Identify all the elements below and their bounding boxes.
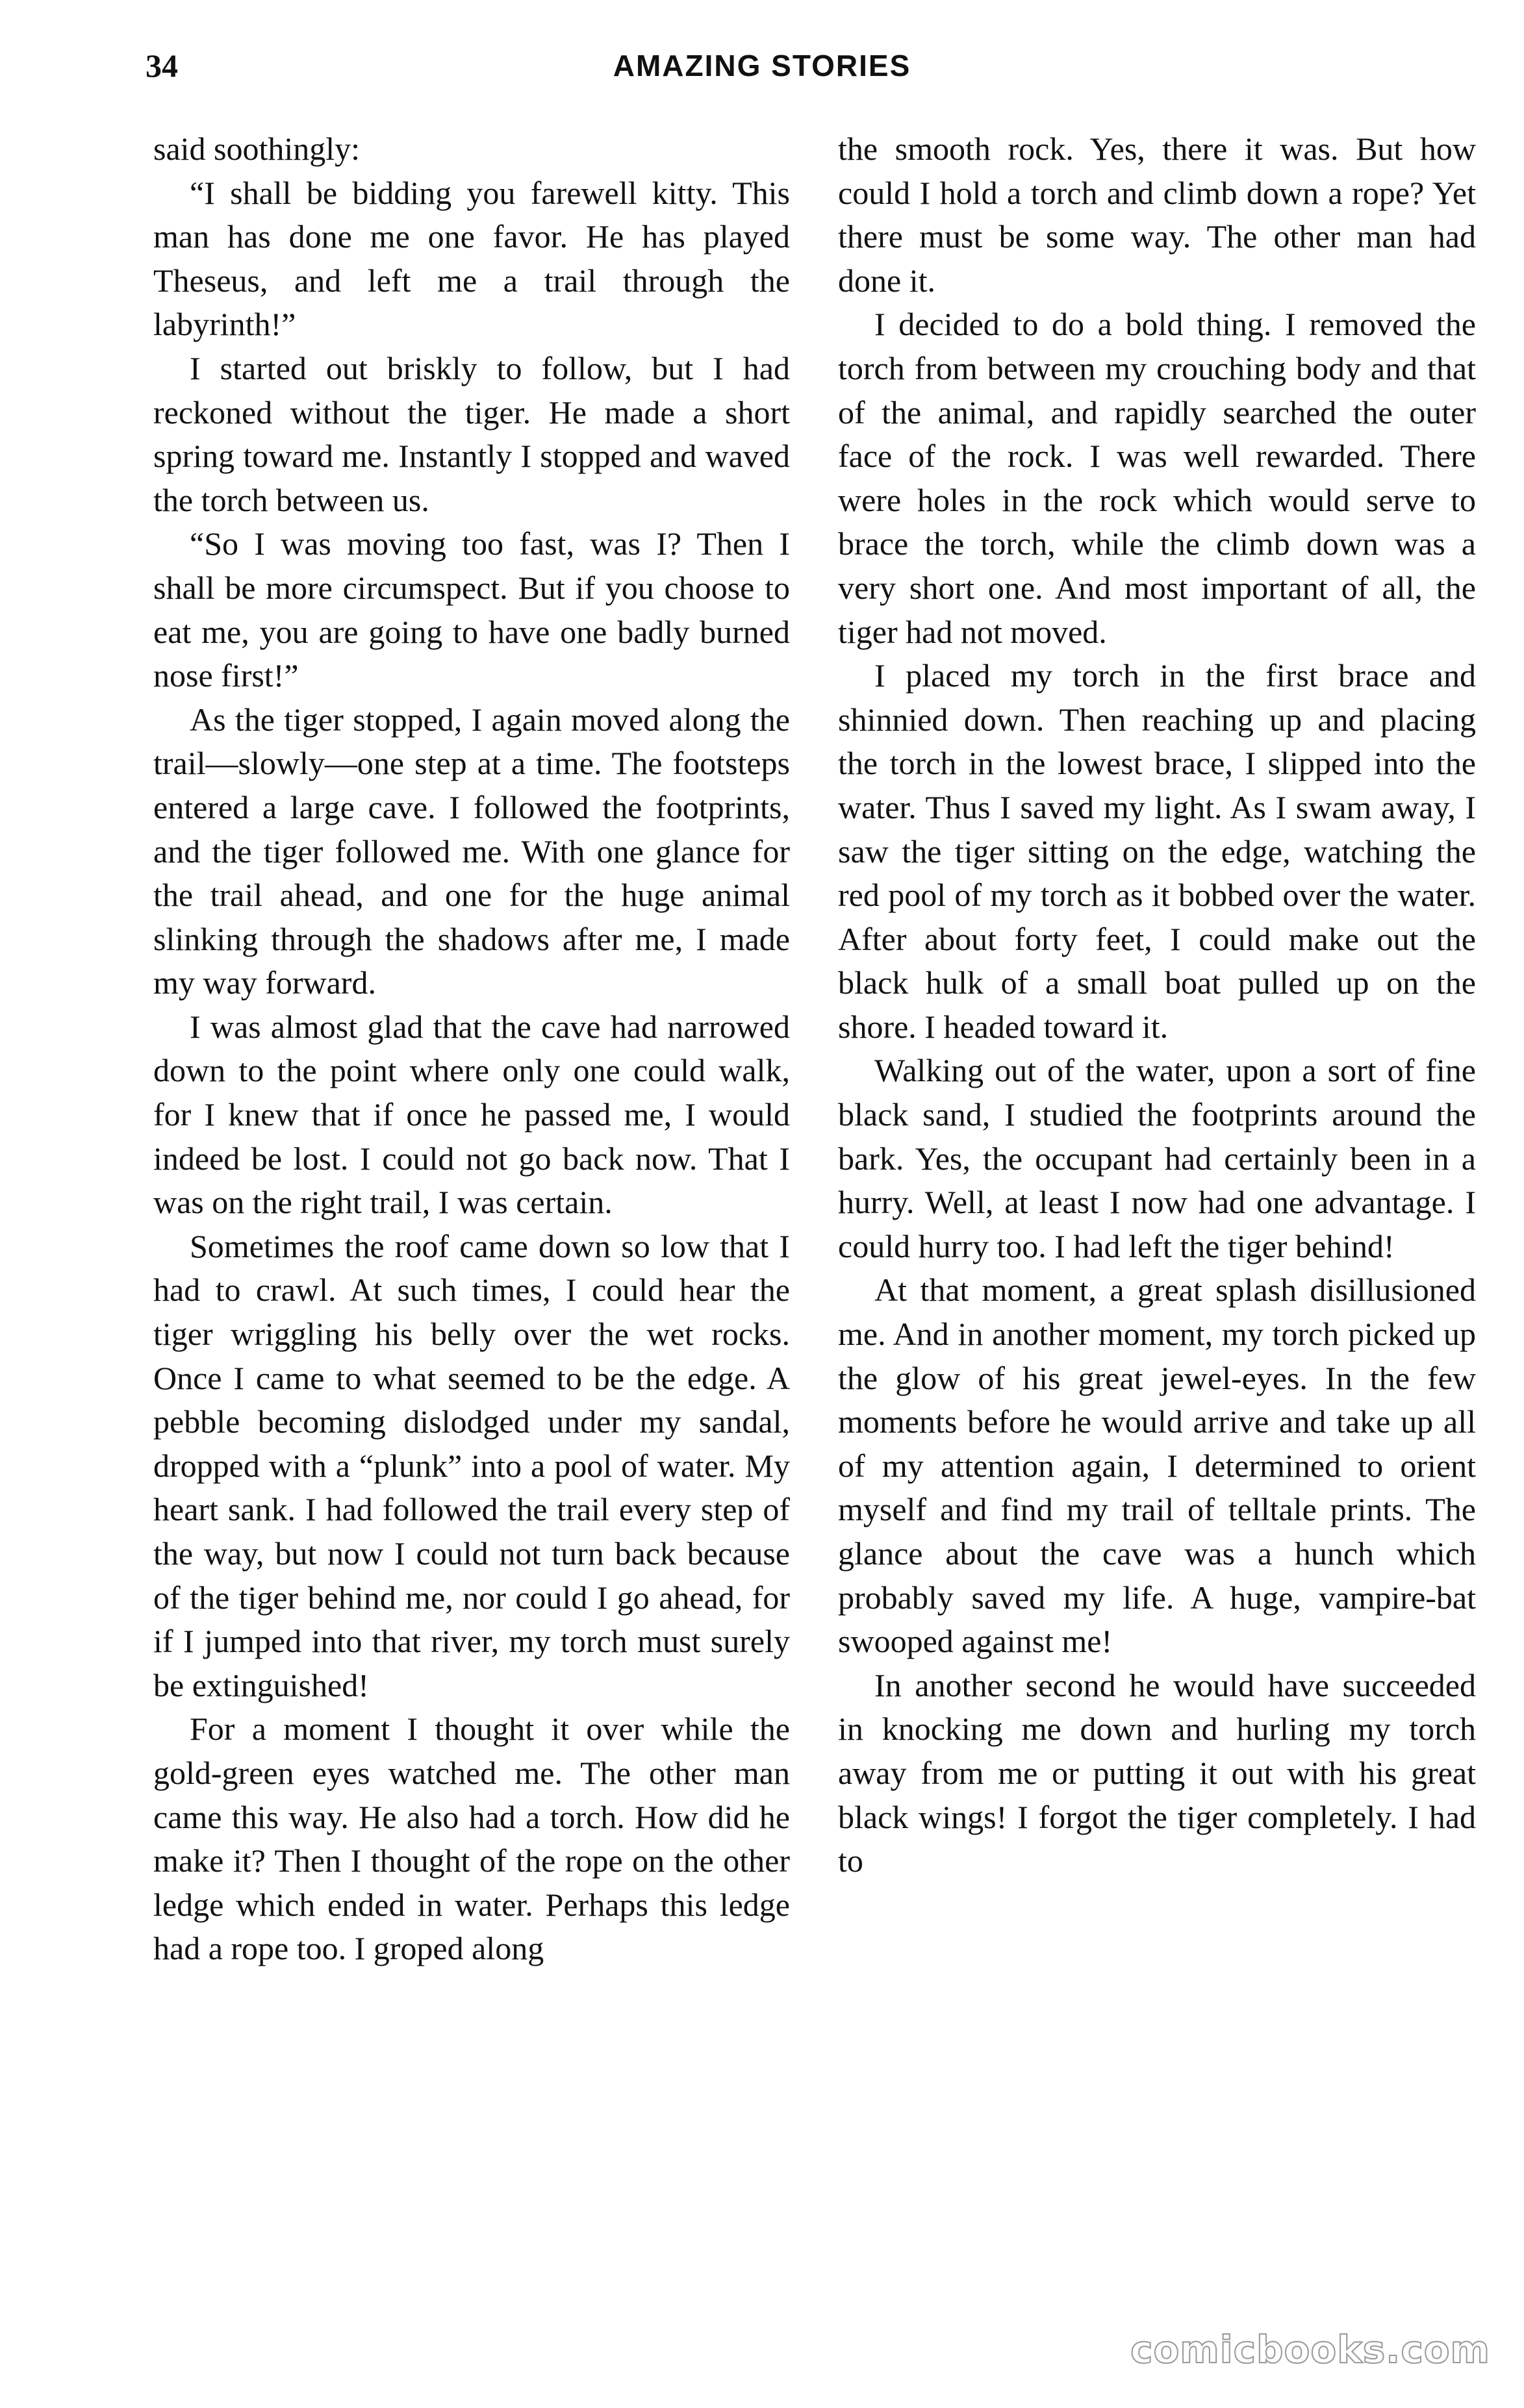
running-title: AMAZING STORIES xyxy=(613,49,911,82)
paragraph: As the tiger stopped, I again moved along the trail—slowly—one step at a time. The footsteps entered a large cave. I followed the footprints, and the tiger followed me. With one glance for the trail ahead, and one for the huge animal slinking through the shadows after me, I made my way forward. xyxy=(153,701,790,1001)
page-number: 34 xyxy=(146,47,178,84)
paragraph: For a moment I thought it over while the gold-green eyes watched me. The other man came this way. He also had a torch. How did he make it? Then I thought of the rope on the other ledge which ended in water. Perhaps this ledge had a rope too. I groped along xyxy=(153,1711,790,1967)
paragraph: Sometimes the roof came down so low that I had to crawl. At such times, I could hear the tiger wriggling his belly over the wet rocks. Once I came to what seemed to be the edge. A pebble becoming dislodged under my sandal, dropped with a “plunk” into a pool of water. My heart sank. I had followed the trail every step of the way, but now I could not turn back because of the tiger behind me, nor could I go ahead, for if I jumped into that river, my torch must surely be extinguished! xyxy=(153,1227,790,1703)
paragraph: In another second he would have succeeded in knocking me down and hurling my torch away from me or putting it out with his great black wings! I forgot the tiger completely. I had to xyxy=(838,1666,1476,1879)
paragraph: “So I was moving too fast, was I? Then I shall be more circumspect. But if you choose to eat me, you are going to have one badly burned nose first!” xyxy=(153,525,790,694)
paragraph: said soothingly: xyxy=(153,131,361,167)
watermark: comicbooks.com xyxy=(1130,2327,1490,2372)
right-column xyxy=(838,127,1476,1883)
paragraph: I placed my torch in the first brace and shinnied down. Then reaching up and placing the torch in the lowest brace, I slipped into the water. Thus I saved my light. As I swam away, I saw the tiger sitting on the edge, watching the red pool of my torch as it bobbed over the water. After about forty feet, I could make out the black hulk of a small boat pulled up on the shore. I headed toward it. xyxy=(838,657,1476,1045)
paragraph: At that moment, a great splash disillusioned me. And in another moment, my torch picked up the glow of his great jewel-eyes. In the few moments before he would arrive and take up all of my attention again, I determined to orient myself and find my trail of telltale prints. The glance about the cave was a hunch which probably saved my life. A huge, vampire-bat swooped against me! xyxy=(838,1272,1476,1660)
left-column xyxy=(153,127,790,1971)
paragraph: I started out briskly to follow, but I had reckoned without the tiger. He made a short spring toward me. Instantly I stopped and waved the torch between us. xyxy=(153,349,790,518)
paragraph: I decided to do a bold thing. I removed the torch from between my crouching body and that of the animal, and rapidly searched the outer face of the rock. I was well rewarded. There were holes in the rock which would serve to brace the torch, while the climb down was a very short one. And most important of all, the tiger had not moved. xyxy=(838,306,1476,650)
paragraph: Walking out of the water, upon a sort of fine black sand, I studied the footprints around the bark. Yes, the occupant had certainly been in a hurry. Well, at least I now had one advantage. I could hurry too. I had left the tiger behind! xyxy=(838,1052,1476,1264)
paragraph: I was almost glad that the cave had narrowed down to the point where only one could walk, for I knew that if once he passed me, I would indeed be lost. I could not go back now. That I was on the right trail, I was certain. xyxy=(153,1008,790,1221)
paragraph: “I shall be bidding you farewell kitty. This man has done me one favor. He has played Theseus, and left me a trail through the labyrinth!” xyxy=(153,174,790,343)
paragraph: the smooth rock. Yes, there it was. But how could I hold a torch and climb down a rope? Yet there must be some way. The other man had done it. xyxy=(838,131,1476,299)
